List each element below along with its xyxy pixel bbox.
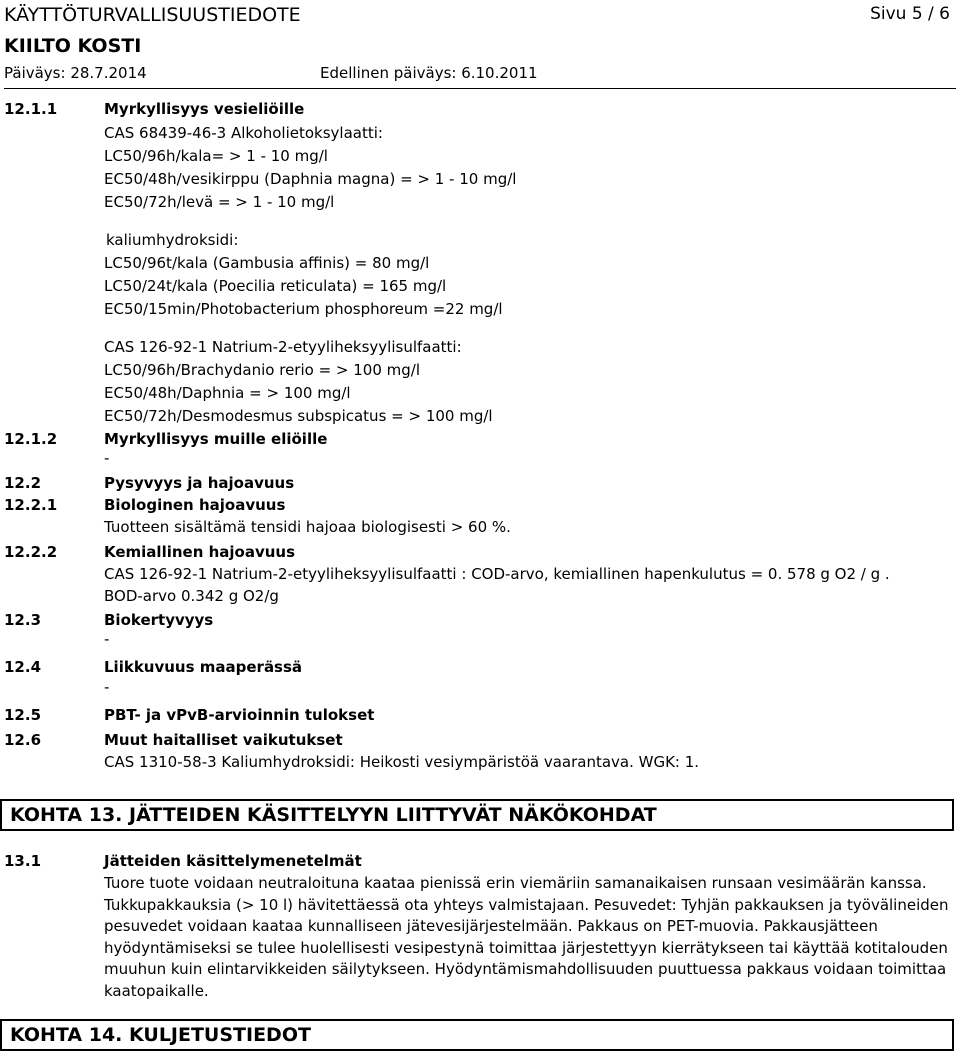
dash-text: - [104,630,110,648]
text-line: EC50/48h/Daphnia = > 100 mg/l [104,384,351,402]
heading-bioaccumulation: Biokertyvyys [104,611,214,629]
heading-biodegradation: Biologinen hajoavuus [104,496,286,514]
text-line: CAS 1310-58-3 Kaliumhydroksidi: Heikosti vesiympäristöä vaarantava. WGK: 1. [104,753,700,771]
text-line: CAS 126-92-1 Natrium-2-etyyliheksyylisulfaatti: [104,338,462,356]
text-line: Tuotteen sisältämä tensidi hajoaa biologisesti > 60 %. [104,518,511,536]
section-number-12-2-2: 12.2.2 [4,543,58,561]
section-number-12-5: 12.5 [4,706,42,724]
text-line: LC50/96h/kala= > 1 - 10 mg/l [104,147,328,165]
text-line: CAS 126-92-1 Natrium-2-etyyliheksyylisulfaatti : COD-arvo, kemiallinen hapenkulutus = 0. 578 g O2 / g . [104,565,890,583]
text-line: kaliumhydroksidi: [106,231,239,249]
company-name: KIILTO KOSTI [4,35,142,57]
section-number-12-2: 12.2 [4,474,42,492]
text-line: EC50/72h/Desmodesmus subspicatus = > 100 mg/l [104,407,493,425]
dash-text: - [104,449,110,467]
text-line: LC50/96h/Brachydanio rerio = > 100 mg/l [104,361,421,379]
section-number-12-1-2: 12.1.2 [4,430,58,448]
heading-persistence: Pysyvyys ja hajoavuus [104,474,295,492]
section-number-12-3: 12.3 [4,611,42,629]
section-14-title: KOHTA 14. KULJETUSTIEDOT [10,1024,311,1046]
section-14-banner [0,1019,954,1051]
section-number-12-1-1: 12.1.1 [4,100,58,118]
text-line: CAS 68439-46-3 Alkoholietoksylaatti: [104,124,383,142]
date: Päiväys: 28.7.2014 [4,64,147,82]
heading-soil-mobility: Liikkuvuus maaperässä [104,658,303,676]
heading-waste-treatment: Jätteiden käsittelymenetelmät [104,852,362,870]
document-title: KÄYTTÖTURVALLISUUSTIEDOTE [4,4,301,26]
section-number-12-4: 12.4 [4,658,42,676]
text-line: EC50/72h/levä = > 1 - 10 mg/l [104,193,335,211]
text-line: LC50/96t/kala (Gambusia affinis) = 80 mg/l [104,254,430,272]
section-number-12-2-1: 12.2.1 [4,496,58,514]
previous-date: Edellinen päiväys: 6.10.2011 [320,64,538,82]
heading-other-effects: Muut haitalliset vaikutukset [104,731,343,749]
heading-aquatic-toxicity: Myrkyllisyys vesieliöille [104,100,305,118]
text-line: EC50/15min/Photobacterium phosphoreum =22 mg/l [104,300,503,318]
section-13-banner [0,799,954,831]
waste-treatment-paragraph: Tuore tuote voidaan neutraloituna kaataa pienissä erin viemäriin samanaikaisen runsaan vesimäärän kanssa. Tukkupakkauksia (> 10 l) hävitettäessä ota yhteys valmistajaan. Pesuvedet: Tyhjän pakkauksen ja työvälineiden pesuvedet voidaan kaataa kunnalliseen jätevesijärjestelmään. Pakkaus on PET-muovia. Pakkausjätteen hyödyntämiseksi se tulee huolellisesti vesipestynä toimittaa järjestettyyn kierrätykseen tai käyttää kotitalouden muuhun kuin elintarvikkeiden säilytykseen. Hyödyntämismahdollisuuden puuttuessa pakkaus voidaan toimittaa kaatopaikalle. [104,874,949,1000]
section-13-title: KOHTA 13. JÄTTEIDEN KÄSITTELYYN LIITTYVÄT NÄKÖKOHDAT [10,804,657,826]
page-number: Sivu 5 / 6 [870,4,950,24]
text-line: LC50/24t/kala (Poecilia reticulata) = 165 mg/l [104,277,447,295]
text-line: EC50/48h/vesikirppu (Daphnia magna) = > 1 - 10 mg/l [104,170,517,188]
heading-pbt-vpvb: PBT- ja vPvB-arvioinnin tulokset [104,706,375,724]
heading-other-organisms: Myrkyllisyys muille eliöille [104,430,328,448]
section-number-13-1: 13.1 [4,852,42,870]
text-line: BOD-arvo 0.342 g O2/g [104,587,279,605]
header-divider [4,88,956,89]
heading-chemical-degradation: Kemiallinen hajoavuus [104,543,296,561]
section-number-12-6: 12.6 [4,731,42,749]
dash-text: - [104,678,110,696]
